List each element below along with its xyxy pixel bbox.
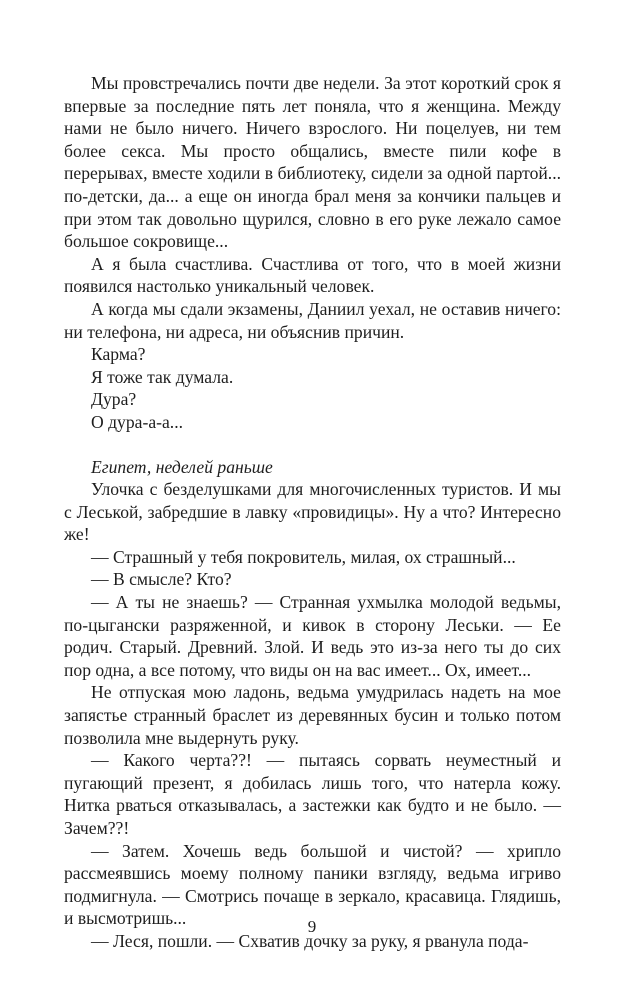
dialogue-line: — А ты не знаешь? — Странная ухмылка молодой ведьмы, по-цыгански разряженной, и кивок в сторону Леськи. — Ее родич. Старый. Древний. Злой. И ведь это из-за него ты до сих пор одна, а все потому, что виды он на вас имеет... Ох, имеет...: [64, 592, 561, 680]
section-heading: Египет, неделей раньше: [91, 456, 273, 477]
dialogue-line: — Страшный у тебя покровитель, милая, ох страшный...: [91, 546, 516, 567]
dialogue-line: — Какого черта??! — пытаясь сорвать неуместный и пугающий презент, я добилась лишь того, что натерла кожу. Нитка рваться отказывалась, а застежки как будто и не было. — Зачем??!: [64, 750, 561, 838]
dialogue-line: — Леся, пошли. — Схватив дочку за руку, я рванула пода-: [91, 930, 529, 951]
page-number: 9: [307, 917, 317, 936]
paragraph: А когда мы сдали экзамены, Даниил уехал, не оставив ничего: ни телефона, ни адреса, ни объяснив причин.: [64, 298, 561, 342]
paragraph: Мы провстречались почти две недели. За этот короткий срок я впервые за последние пять лет поняла, что я женщина. Между нами не было ничего. Ничего взрослого. Ни поцелуев, ни тем более секса. Мы просто общались, вместе пили кофе в перерывах, вместе ходили в библиотеку, сидели за одной партой... по-детски, да... а еще он иногда брал меня за кончики пальцев и при этом так довольно щурился, словно в его руке лежало самое большое сокровище...: [64, 73, 561, 252]
paragraph: Дура?: [91, 389, 137, 410]
paragraph: Не отпуская мою ладонь, ведьма умудрилась надеть на мое запястье странный браслет из деревянных бусин и только потом позволила мне выдернуть руку.: [64, 682, 561, 748]
paragraph: А я была счастлива. Счастлива от того, что в моей жизни появился настолько уникальный человек.: [64, 253, 561, 297]
paragraph: Карма?: [91, 344, 146, 365]
paragraph: Улочка с безделушками для многочисленных туристов. И мы с Леськой, забредшие в лавку «провидицы». Ну а что? Интересно же!: [64, 479, 561, 545]
page-body: [64, 72, 561, 953]
dialogue-line: — В смысле? Кто?: [91, 569, 232, 590]
paragraph: О дура-а-а...: [91, 411, 183, 432]
paragraph: Я тоже так думала.: [91, 366, 234, 387]
dialogue-line: — Затем. Хочешь ведь большой и чистой? — хрипло рассмеявшись моему полному паники взгляду, ведьма игриво подмигнула. — Смотрись почаще в зеркало, красавица. Глядишь, и высмотришь...: [64, 840, 561, 929]
